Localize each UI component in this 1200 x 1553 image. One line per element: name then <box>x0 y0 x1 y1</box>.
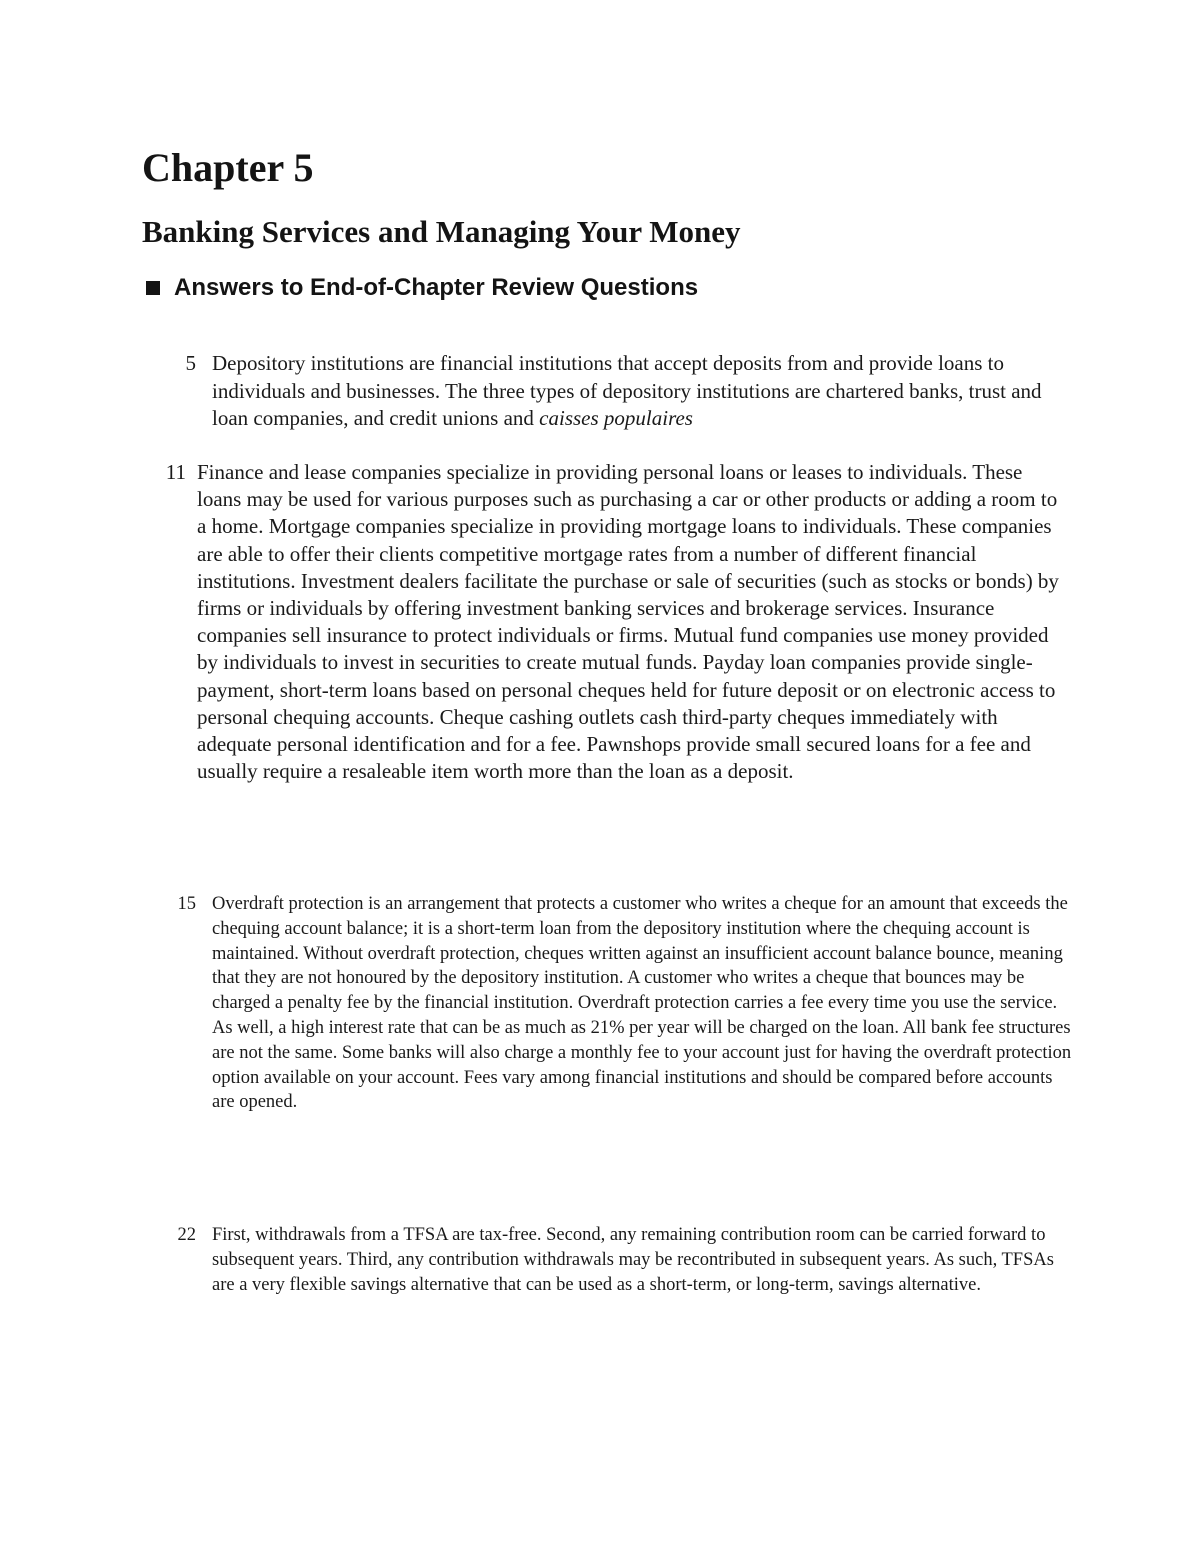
answer-text: Overdraft protection is an arrangement that protects a customer who writes a cheque for an amount that exceeds the chequing account balance; it is a short-term loan from the depository institution where the chequing account is maintained. Without overdraft protection, cheques written against an insufficient account balance bounce, meaning that they are not honoured by the depository institution. A customer who writes a cheque that bounces may be charged a penalty fee by the financial institution. Overdraft protection carries a fee every time you use the service. As well, a high interest rate that can be as much as 21% per year will be charged on the loan. All bank fee structures are not the same. Some banks will also charge a monthly fee to your account just for having the overdraft protection option available on your account. Fees vary among financial institutions and should be compared before accounts are opened. <box>212 894 1072 1113</box>
section-heading <box>142 271 698 305</box>
answer-text-body: Depository institutions are financial institutions that accept deposits from and provide loans to individuals and businesses. The three types of depository institutions are chartered banks, trust and loan companies, and credit unions and <box>212 351 1042 430</box>
answer-text: First, withdrawals from a TFSA are tax-free. Second, any remaining contribution room can be carried forward to subsequent years. Third, any contribution withdrawals may be recontributed in subsequent years. As such, TFSAs are a very flexible savings alternative that can be used as a short-term, or long-term, savings alternative. <box>212 1225 1054 1295</box>
answer-number: 5 <box>185 351 196 375</box>
answer-number: 22 <box>177 1225 196 1245</box>
answer-text: Finance and lease companies specialize in providing personal loans or leases to individuals. These loans may be used for various purposes such as purchasing a car or other products or adding a room to a home. Mortgage companies specialize in providing mortgage loans to individuals. These companies are able to offer their clients competitive mortgage rates from a number of different financial institutions. Investment dealers facilitate the purchase or sale of securities (such as stocks or bonds) by firms or individuals by offering investment banking services and brokerage services. Insurance companies sell insurance to protect individuals or firms. Mutual fund companies use money provided by individuals to invest in securities to create mutual funds. Payday loan companies provide single- payment, short-term loans based on personal cheques held for future deposit or on electronic access to personal chequing accounts. Cheque cashing outlets cash third-party cheques immediately with adequate personal identification and for a fee. Pawnshops provide small secured loans for a fee and usually require a resaleable item worth more than the loan as a deposit. <box>197 460 1059 784</box>
answer-number: 11 <box>165 460 186 484</box>
answer-number: 15 <box>177 894 196 914</box>
answer-text <box>212 350 1062 433</box>
section-heading-text: Answers to End-of-Chapter Review Questions <box>174 274 699 301</box>
chapter-title: Chapter 5 <box>142 145 314 190</box>
chapter-subtitle: Banking Services and Managing Your Money <box>142 214 741 249</box>
square-bullet-icon <box>146 281 160 295</box>
answer-text-emphasis: caisses populaires <box>539 406 693 430</box>
